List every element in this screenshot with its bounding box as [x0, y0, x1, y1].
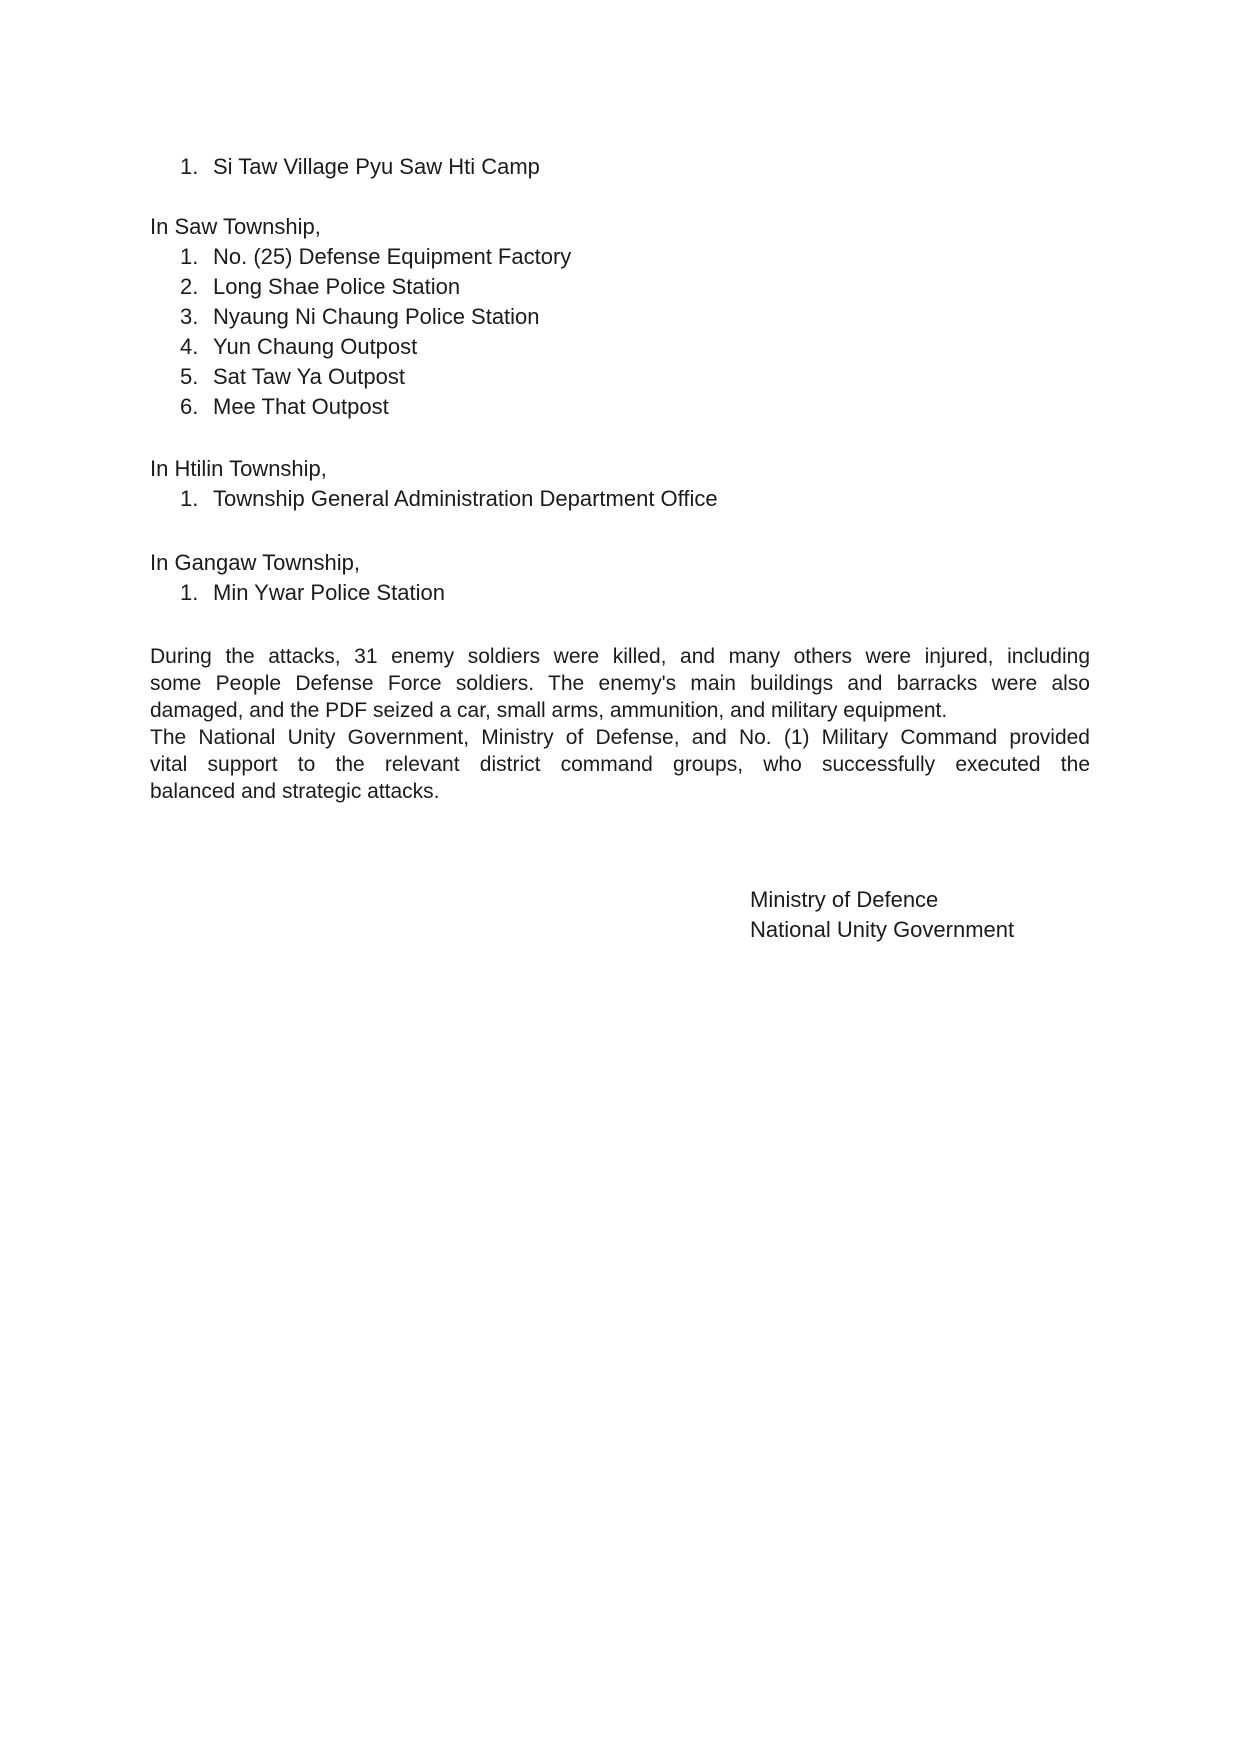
- list-item-number: 3.: [180, 304, 199, 329]
- paragraph-line: some People Defense Force soldiers. The enemy's main buildings and barracks were also: [150, 672, 1090, 695]
- list-item-text: Mee That Outpost: [213, 394, 389, 419]
- township-heading-htilin: In Htilin Township,: [150, 456, 327, 481]
- paragraph-line: vital support to the relevant district command groups, who successfully executed the: [150, 753, 1090, 776]
- list-item: [180, 302, 1090, 332]
- list-item: [180, 272, 1090, 302]
- list-item-text: Township General Administration Department Office: [213, 486, 718, 511]
- list-item: [180, 392, 1090, 422]
- list-item: [180, 578, 1090, 608]
- list-item-number: 1.: [180, 244, 199, 269]
- signature-block: [750, 885, 1090, 945]
- list-item-text: Yun Chaung Outpost: [213, 334, 418, 359]
- list-item-number: 1.: [180, 486, 199, 511]
- township-heading-saw: In Saw Township,: [150, 214, 321, 239]
- list-item-text: Si Taw Village Pyu Saw Hti Camp: [213, 154, 540, 179]
- list-item-number: 1.: [180, 580, 199, 605]
- list-item-number: 1.: [180, 154, 199, 179]
- document-content: [150, 0, 1090, 945]
- paragraph-line: During the attacks, 31 enemy soldiers were killed, and many others were injured, including: [150, 645, 1090, 668]
- paragraph-line: damaged, and the PDF seized a car, small arms, ammunition, and military equipment.: [150, 699, 948, 722]
- paragraph-line: balanced and strategic attacks.: [150, 780, 440, 803]
- list-item: [180, 152, 1090, 182]
- list-item-text: Long Shae Police Station: [213, 274, 461, 299]
- list-item: [180, 484, 1090, 514]
- list-item-number: 6.: [180, 394, 199, 419]
- list-item-number: 2.: [180, 274, 199, 299]
- list-item-text: Min Ywar Police Station: [213, 580, 445, 605]
- list-item: [180, 242, 1090, 272]
- paragraph: [150, 643, 1090, 724]
- list-item-number: 4.: [180, 334, 199, 359]
- list-item-text: No. (25) Defense Equipment Factory: [213, 244, 572, 269]
- list-item: [180, 332, 1090, 362]
- signature-ministry: Ministry of Defence: [750, 887, 939, 912]
- township-heading-gangaw: In Gangaw Township,: [150, 550, 360, 575]
- paragraph: [150, 724, 1090, 805]
- list-item: [180, 362, 1090, 392]
- signature-government: National Unity Government: [750, 917, 1015, 942]
- paragraph-line: The National Unity Government, Ministry of Defense, and No. (1) Military Command provided: [150, 726, 1090, 749]
- list-item-text: Nyaung Ni Chaung Police Station: [213, 304, 540, 329]
- list-item-number: 5.: [180, 364, 199, 389]
- list-item-text: Sat Taw Ya Outpost: [213, 364, 406, 389]
